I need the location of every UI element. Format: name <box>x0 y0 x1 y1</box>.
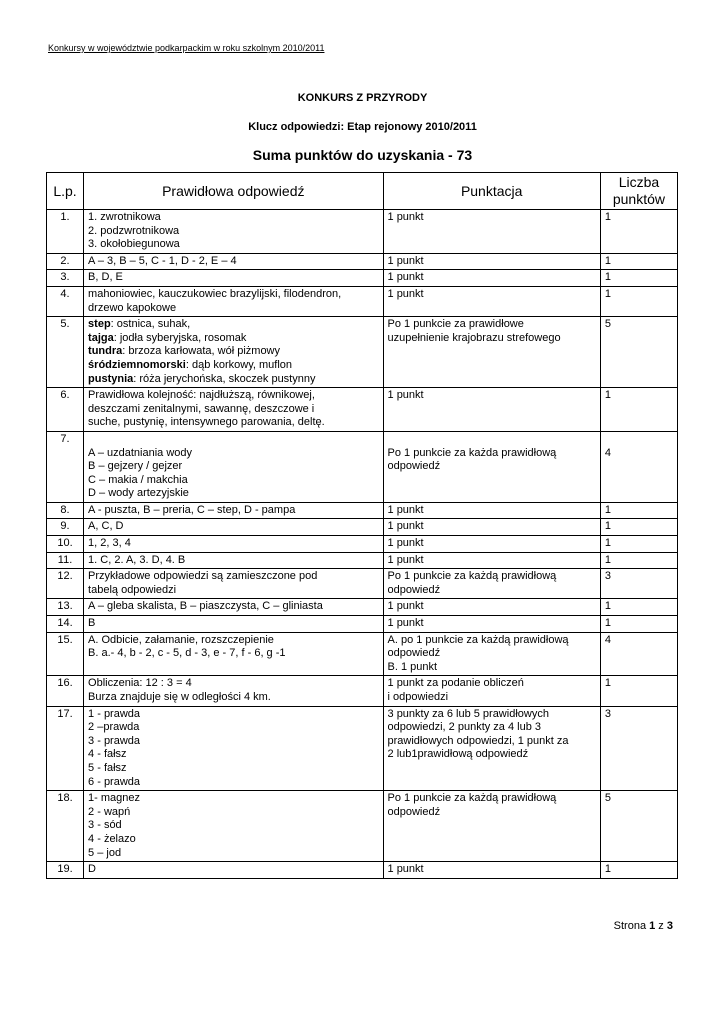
row-number: 8. <box>47 502 84 519</box>
answer-cell <box>84 862 383 879</box>
points-count-cell: 1 <box>600 599 677 616</box>
row-number: 19. <box>47 862 84 879</box>
answer-cell <box>84 270 383 287</box>
biome-name: pustynia <box>88 372 134 385</box>
scoring-line: odpowiedź <box>387 647 441 660</box>
answer-line: Przykładowe odpowiedzi są zamieszczone pod <box>88 570 318 583</box>
answer-line: B, D, E <box>88 271 123 284</box>
scoring-line: odpowiedź <box>387 805 441 818</box>
scoring-line: Po 1 punkcie za każdą prawidłową <box>387 570 557 583</box>
scoring-cell <box>383 616 600 633</box>
page-footer <box>614 920 673 932</box>
scoring-cell <box>383 286 600 316</box>
scoring-line: B. 1 punkt <box>387 660 438 673</box>
answer-line: A – uzdatniania wody <box>88 446 193 459</box>
points-count-cell: 4 <box>600 632 677 676</box>
header-points-count <box>600 173 677 210</box>
points-count-cell <box>600 431 677 502</box>
table-row <box>47 431 678 502</box>
biome-examples: : dąb korkowy, muflon <box>185 358 293 371</box>
row-number: 7. <box>47 431 84 502</box>
document-header: Konkursy w województwie podkarpackim w roku szkolnym 2010/2011 <box>48 43 325 53</box>
points-count-cell: 1 <box>600 286 677 316</box>
answer-line: 2 –prawda <box>88 721 140 734</box>
points-count-cell: 1 <box>600 388 677 432</box>
answer-cell <box>84 569 383 599</box>
contest-title: KONKURS Z PRZYRODY <box>297 92 428 104</box>
answer-cell <box>84 502 383 519</box>
scoring-cell <box>383 536 600 553</box>
scoring-line: 1 punkt <box>387 287 424 300</box>
answer-line: 2. podzwrotnikowa <box>88 224 180 237</box>
answer-cell <box>84 706 383 791</box>
answer-line: Obliczenia: 12 : 3 = 4 <box>88 677 192 690</box>
answer-cell <box>84 552 383 569</box>
points-count-cell: 1 <box>600 536 677 553</box>
points-count-cell: 1 <box>600 210 677 254</box>
row-number: 10. <box>47 536 84 553</box>
scoring-line: 1 punkt <box>387 211 424 223</box>
scoring-line: 1 punkt <box>387 271 424 284</box>
header-scoring: Punktacja <box>383 173 600 210</box>
answer-line: deszczami zenitalnymi, sawannę, deszczowe i <box>88 402 315 415</box>
table-row <box>47 616 678 633</box>
scoring-line: 3 punkty za 6 lub 5 prawidłowych <box>387 707 549 720</box>
points-count-cell: 5 <box>600 791 677 862</box>
answer-cell <box>84 616 383 633</box>
answer-cell <box>84 253 383 270</box>
points-count: 4 <box>604 446 611 459</box>
table-row <box>47 502 678 519</box>
footer-prefix: Strona <box>613 920 650 932</box>
answer-line: mahoniowiec, kauczukowiec brazylijski, filodendron, <box>88 287 342 300</box>
answer-line: Burza znajduje się w odległości 4 km. <box>88 691 271 703</box>
table-row <box>47 317 678 388</box>
row-number: 15. <box>47 632 84 676</box>
table-header-row <box>47 173 678 210</box>
scoring-line: 1 punkt za podanie obliczeń <box>387 677 524 690</box>
answer-cell <box>84 632 383 676</box>
answer-line: 1- magnez <box>88 792 141 805</box>
row-number: 4. <box>47 286 84 316</box>
table-row <box>47 599 678 616</box>
scoring-line: 1 punkt <box>387 389 424 402</box>
table-row <box>47 270 678 287</box>
answer-line <box>88 433 378 447</box>
scoring-cell <box>383 270 600 287</box>
header-answer: Prawidłowa odpowiedź <box>84 173 383 210</box>
scoring-line: 1 punkt <box>387 537 424 550</box>
footer-page-number: 1 <box>649 920 656 932</box>
points-count-cell: 1 <box>600 552 677 569</box>
points-count-cell: 1 <box>600 676 677 706</box>
row-number: 5. <box>47 317 84 388</box>
scoring-line: 1 punkt <box>387 254 424 267</box>
answer-line: A - puszta, B – preria, C – step, D - pampa <box>88 503 296 516</box>
row-number: 6. <box>47 388 84 432</box>
answer-line: 6 - prawda <box>88 775 141 788</box>
answer-line: A – gleba skalista, B – piaszczysta, C – gliniasta <box>88 600 323 613</box>
scoring-line: odpowiedź <box>387 460 441 473</box>
answer-line: D <box>88 863 96 876</box>
answer-cell <box>84 210 383 254</box>
row-number: 18. <box>47 791 84 862</box>
table-row <box>47 791 678 862</box>
biome-examples: : brzoza karłowata, wół piżmowy <box>122 345 281 358</box>
answer-line: 1. C, 2. A, 3. D, 4. B <box>88 553 186 566</box>
answer-cell <box>84 286 383 316</box>
answer-line: 3 - sód <box>88 819 122 832</box>
footer-page-total: 3 <box>666 920 673 932</box>
answer-line: C – makia / makchia <box>88 473 188 486</box>
biome-name: tundra <box>88 345 123 358</box>
points-count-cell: 3 <box>600 569 677 599</box>
row-number: 3. <box>47 270 84 287</box>
scoring-line: Po 1 punkcie za prawidłowe <box>387 318 524 331</box>
biome-name: śródziemnomorski <box>88 358 186 371</box>
biome-examples: : róża jerychońska, skoczek pustynny <box>133 372 316 385</box>
scoring-line: Po 1 punkcie za każdą prawidłową <box>387 792 557 805</box>
points-count <box>605 433 673 447</box>
scoring-cell <box>383 317 600 388</box>
answer-line: A. Odbicie, załamanie, rozszczepienie <box>88 633 274 646</box>
answer-line: A – 3, B – 5, C - 1, D - 2, E – 4 <box>88 254 237 267</box>
answer-line <box>88 373 378 387</box>
answer-line <box>88 318 378 332</box>
answer-cell <box>84 317 383 388</box>
answer-key-subtitle: Klucz odpowiedzi: Etap rejonowy 2010/2011 <box>248 121 477 133</box>
scoring-line <box>388 433 596 447</box>
scoring-cell <box>383 632 600 676</box>
points-count-cell: 3 <box>600 706 677 791</box>
answer-line: 1 - prawda <box>88 707 141 720</box>
answer-line: B <box>88 617 96 630</box>
scoring-cell <box>383 552 600 569</box>
table-row <box>47 210 678 254</box>
answer-line: 4 - żelazo <box>88 832 136 845</box>
table-row <box>47 676 678 706</box>
points-count-cell: 1 <box>600 502 677 519</box>
biome-examples: : ostnica, suhak, <box>110 318 191 331</box>
scoring-line: A. po 1 punkcie za każdą prawidłową <box>387 633 569 646</box>
scoring-line: odpowiedź <box>387 583 441 596</box>
footer-of: z <box>655 920 667 932</box>
scoring-line: prawidłowych odpowiedzi, 1 punkt za <box>387 734 569 747</box>
row-number: 2. <box>47 253 84 270</box>
table-row <box>47 862 678 879</box>
biome-name: tajga <box>88 331 114 344</box>
row-number: 13. <box>47 599 84 616</box>
answer-line: B – gejzery / gejzer <box>88 460 183 473</box>
scoring-cell <box>383 569 600 599</box>
scoring-line: odpowiedzi, 2 punkty za 4 lub 3 <box>387 721 542 734</box>
table-row <box>47 253 678 270</box>
total-points-title: Suma punktów do uzyskania - 73 <box>252 147 473 163</box>
scoring-line: 1 punkt <box>387 617 424 630</box>
scoring-line: 2 lub1prawidłową odpowiedź <box>387 748 529 761</box>
row-number: 1. <box>47 210 84 254</box>
points-count-cell: 1 <box>600 253 677 270</box>
answer-line: 5 – jod <box>88 846 122 859</box>
points-count-cell: 1 <box>600 862 677 879</box>
scoring-line: 1 punkt <box>387 553 424 566</box>
answer-line <box>88 345 378 359</box>
scoring-cell <box>383 210 600 254</box>
table-row <box>47 552 678 569</box>
points-count-cell: 1 <box>600 270 677 287</box>
answer-key-table <box>46 172 678 879</box>
table-row <box>47 632 678 676</box>
row-number: 11. <box>47 552 84 569</box>
biome-examples: : jodła syberyjska, rosomak <box>113 331 247 344</box>
table-row <box>47 519 678 536</box>
points-count-cell: 5 <box>600 317 677 388</box>
answer-line: tabelą odpowiedzi <box>88 583 177 596</box>
row-number: 12. <box>47 569 84 599</box>
answer-line: 2 - wapń <box>88 805 131 818</box>
answer-cell <box>84 791 383 862</box>
answer-cell <box>84 431 383 502</box>
answer-line: 3 - prawda <box>88 734 141 747</box>
answer-line: drzewo kapokowe <box>88 301 177 314</box>
scoring-line: uzupełnienie krajobrazu strefowego <box>387 331 561 344</box>
row-number: 16. <box>47 676 84 706</box>
header-count-line1: Liczba <box>618 174 660 190</box>
points-count-cell: 1 <box>600 616 677 633</box>
biome-name: step <box>88 318 111 331</box>
scoring-cell <box>383 253 600 270</box>
scoring-line: 1 punkt <box>387 520 424 533</box>
row-number: 9. <box>47 519 84 536</box>
table-row <box>47 388 678 432</box>
answer-line: B. a.- 4, b - 2, c - 5, d - 3, e - 7, f - 6, g -1 <box>88 647 286 660</box>
answer-cell <box>84 388 383 432</box>
table-row <box>47 536 678 553</box>
scoring-line: 1 punkt <box>387 503 424 516</box>
answer-line <box>88 332 378 346</box>
answer-line: 5 - fałsz <box>88 761 127 774</box>
table-row <box>47 706 678 791</box>
answer-line: A, C, D <box>88 520 124 533</box>
answer-line <box>88 359 378 373</box>
answer-line: 1. zwrotnikowa <box>88 211 161 223</box>
answer-cell <box>84 599 383 616</box>
answer-line: 3. okołobiegunowa <box>88 238 180 251</box>
answer-line: suche, pustynię, intensywnego parowania, deltę. <box>88 416 325 429</box>
scoring-cell <box>383 599 600 616</box>
scoring-line: 1 punkt <box>387 863 424 876</box>
row-number: 14. <box>47 616 84 633</box>
header-lp: L.p. <box>47 173 84 210</box>
scoring-cell <box>383 706 600 791</box>
scoring-cell <box>383 519 600 536</box>
table-row <box>47 569 678 599</box>
scoring-cell <box>383 862 600 879</box>
table-row <box>47 286 678 316</box>
scoring-cell <box>383 791 600 862</box>
answer-line: D – wody artezyjskie <box>88 487 189 500</box>
scoring-cell <box>383 388 600 432</box>
header-count-line2: punktów <box>612 191 665 207</box>
scoring-cell <box>383 502 600 519</box>
answer-line: Prawidłowa kolejność: najdłuższą, równikowej, <box>88 389 315 402</box>
points-count-cell: 1 <box>600 519 677 536</box>
answer-cell <box>84 536 383 553</box>
answer-cell <box>84 676 383 706</box>
scoring-cell <box>383 431 600 502</box>
row-number: 17. <box>47 706 84 791</box>
scoring-line: Po 1 punkcie za każda prawidłową <box>387 446 557 459</box>
answer-cell <box>84 519 383 536</box>
table-body <box>47 210 678 879</box>
answer-line: 1, 2, 3, 4 <box>88 537 131 550</box>
scoring-line: i odpowiedzi <box>387 691 449 703</box>
scoring-cell <box>383 676 600 706</box>
answer-line: 4 - fałsz <box>88 748 127 761</box>
scoring-line: 1 punkt <box>387 600 424 613</box>
